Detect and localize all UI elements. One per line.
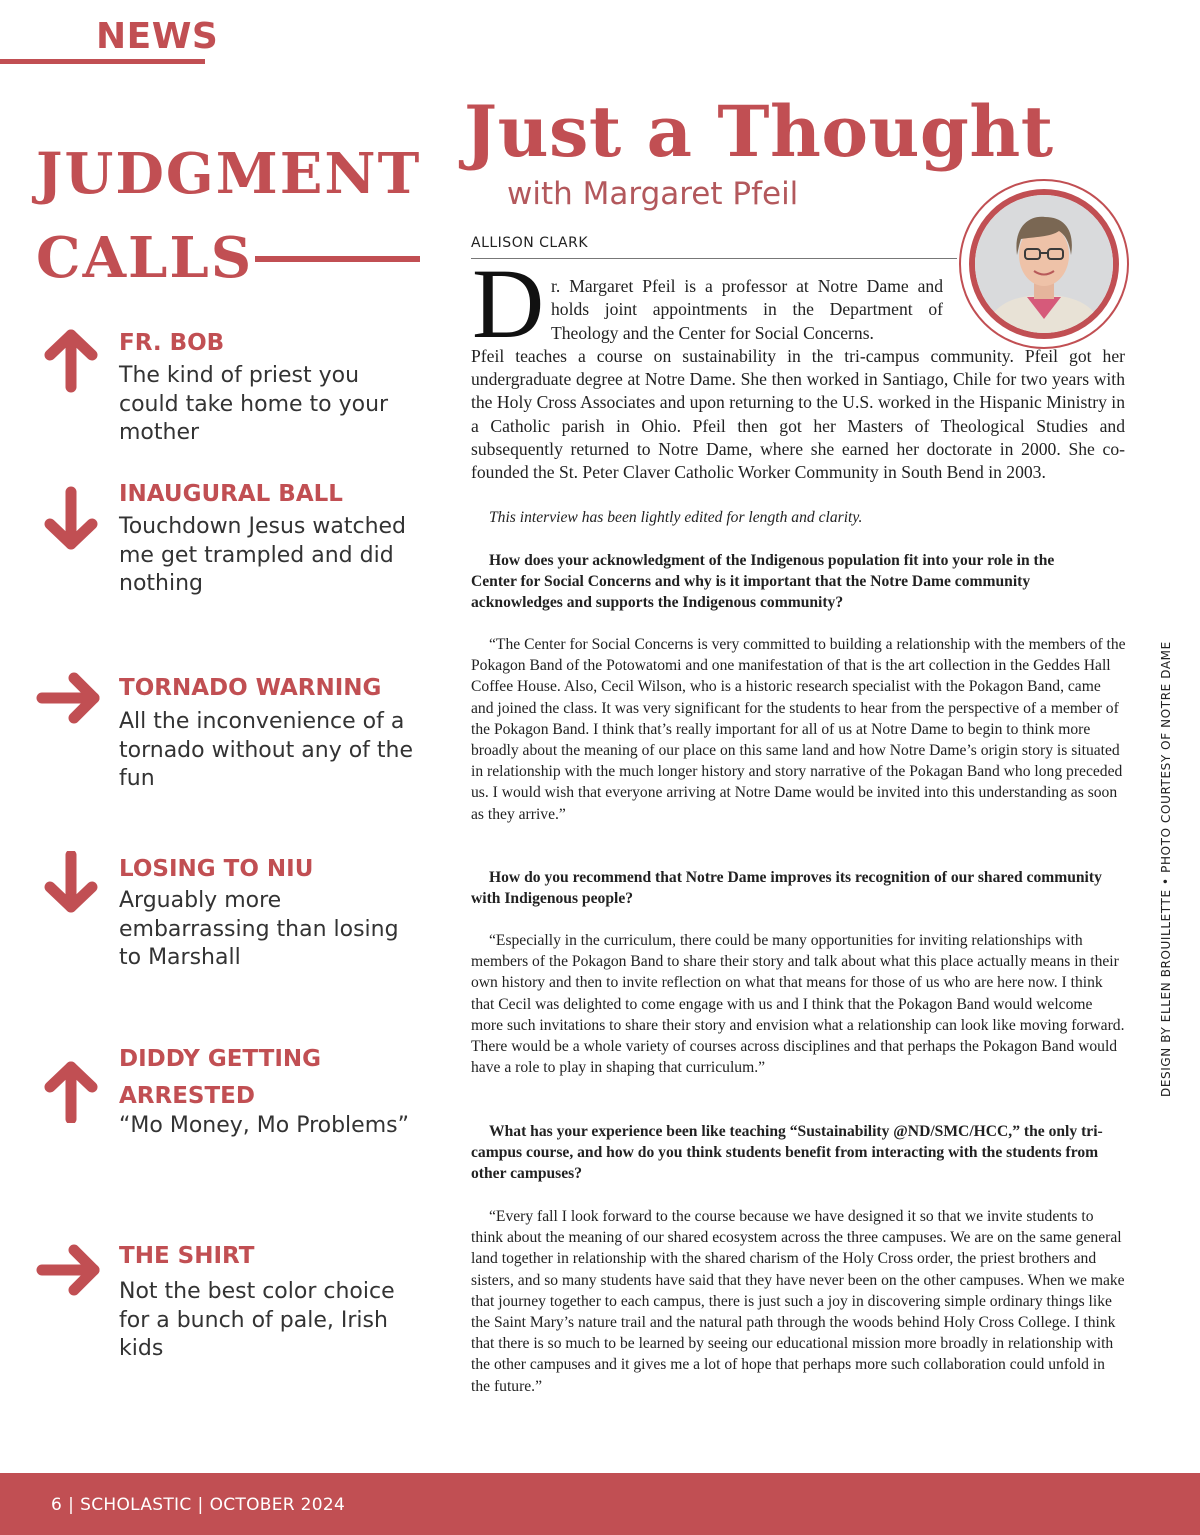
answer-1: “The Center for Social Concerns is very committed to building a relationship with the members of the Pokagon Band of the Potowatomi and one manifestation of that is the art collection in the Geddes Hall Coffee House. Also, Cecil Wilson, who is a historic research specialist with the Pokagon Band, came and joined the class. It was very significant for the students to hear from the perspective of a member of the Pokagon Band. I think that’s really important for all of us at Notre Dame to begin to think more broadly about the meaning of our place on this same land and how Notre Dame’s origin story is situated in relationship with the much longer history and story narrative of the Pokagan Band who long preceded us. I would wish that everyone arriving at Notre Dame would be invited into this understanding as soon as they arrive.” bbox=[471, 636, 1126, 823]
judgment-call-text: Touchdown Jesus watched me get trampled and did nothing bbox=[119, 514, 407, 596]
byline: ALLISON CLARK bbox=[471, 235, 589, 251]
arrow-up-icon bbox=[36, 325, 106, 395]
arrow-right-icon bbox=[36, 670, 106, 740]
judgment-call-title: FR. BOB bbox=[119, 330, 225, 356]
arrow-down-icon bbox=[36, 851, 106, 921]
judgment-call-text: Not the best color choice for a bunch of pale, Irish kids bbox=[119, 1279, 395, 1361]
section-rule bbox=[0, 59, 205, 64]
question-3: What has your experience been like teaching “Sustainability @ND/SMC/HCC,” the only tri-campus course, and how do you think students benefit from interacting with the students from other campuses? bbox=[471, 1123, 1103, 1183]
judgment-call-title: INAUGURAL BALL bbox=[119, 481, 343, 507]
arrow-up-icon bbox=[36, 1053, 106, 1123]
question-1: How does your acknowledgment of the Indigenous population fit into your role in the Center for Social Concerns and why is it important that the Notre Dame community acknowledges and supports the Indigenous community? bbox=[471, 552, 1055, 612]
footer-separator: | bbox=[68, 1495, 75, 1515]
arrow-down-icon bbox=[36, 484, 106, 554]
answer-2: “Especially in the curriculum, there could be many opportunities for inviting relationships with members of the Pokagon Band to share their story and talk about what this place actually means in their own history and then to invite reflection on what that means for those of us who are here now. I think that Cecil was delighted to come engage with us and I think that the Pokagon Band would welcome more such invitations to share their story and envision what a relationship can look like moving forward. There would be a whole variety of courses across disciplines and that perhaps the Pokagon Band would have a role to play in shaping that curriculum.” bbox=[471, 932, 1125, 1077]
judgment-calls-title-line1: JUDGMENT bbox=[36, 141, 422, 207]
question-2: How do you recommend that Notre Dame improves its recognition of our shared community with Indigenous people? bbox=[471, 869, 1102, 908]
editor-note: This interview has been lightly edited for length and clarity. bbox=[489, 509, 863, 526]
judgment-calls-title bbox=[36, 132, 421, 300]
issue-date: OCTOBER 2024 bbox=[209, 1495, 346, 1515]
footer-separator: | bbox=[197, 1495, 204, 1515]
article-subtitle: with Margaret Pfeil bbox=[507, 176, 799, 212]
section-label: NEWS bbox=[96, 16, 219, 57]
article-title: Just a Thought bbox=[464, 90, 1054, 173]
intro-rest: Pfeil teaches a course on sustainability in the tri-campus community. Pfeil got her undergraduate degree at Notre Dame. She then worked in Santiago, Chile for two years with the Holy Cross Associates and upon returning to the U.S. worked in the Hispanic Ministry in a Catholic parish in Ohio. Pfeil then got her Masters of Theological Studies and subsequently returned to Notre Dame, where she earned her doctorate in 2000. She co-founded the St. Peter Claver Catholic Worker Community in South Bend in 2003. bbox=[471, 345, 1125, 483]
intro-lead: r. Margaret Pfeil is a professor at Notre Dame and holds joint appointments in the Department of Theology and the Center for Social Concerns. bbox=[551, 276, 943, 343]
title-rule bbox=[255, 256, 420, 262]
drop-cap: D bbox=[472, 248, 545, 359]
judgment-call-title: THE SHIRT bbox=[119, 1243, 255, 1269]
arrow-right-icon bbox=[36, 1238, 106, 1308]
judgment-calls-title-line2: CALLS bbox=[36, 225, 254, 291]
answer-3: “Every fall I look forward to the course because we have designed it so that we invite students to think about the meaning of our shared ecosystem across the three campuses. We are on the same general land together in relationship with the shared charism of the Holy Cross order, the priest brothers and sisters, and so many students have said that they have never been on the other campuses. When we make that journey together to each campus, there is just such a joy in discovering simple ordinary things like the Saint Mary’s nature trail and the natural path through the woods behind Holy Cross College. I think that there is so much to be learned by seeing our educational mission more broadly in relationship with the other campuses and it gives me a lot of hope that perhaps more such collaboration could unfold in the future.” bbox=[471, 1208, 1125, 1395]
judgment-call-text: “Mo Money, Mo Problems” bbox=[119, 1113, 409, 1138]
judgment-call-text: The kind of priest you could take home to your mother bbox=[119, 363, 389, 445]
judgment-call-title: TORNADO WARNING bbox=[119, 675, 382, 701]
judgment-call-title: LOSING TO NIU bbox=[119, 856, 314, 882]
page-number: 6 bbox=[51, 1495, 63, 1515]
judgment-call-title: DIDDY GETTING ARRESTED bbox=[119, 1046, 322, 1109]
publication-name: SCHOLASTIC bbox=[80, 1495, 192, 1515]
article-intro bbox=[471, 275, 1125, 485]
footer-text bbox=[51, 1495, 345, 1515]
judgment-call-text: All the inconvenience of a tornado without any of the fun bbox=[119, 709, 414, 791]
photo-design-credit: DESIGN BY ELLEN BROUILLETTE • PHOTO COURTESY OF NOTRE DAME bbox=[1159, 641, 1173, 1097]
judgment-call-text: Arguably more embarrassing than losing to Marshall bbox=[119, 888, 399, 970]
